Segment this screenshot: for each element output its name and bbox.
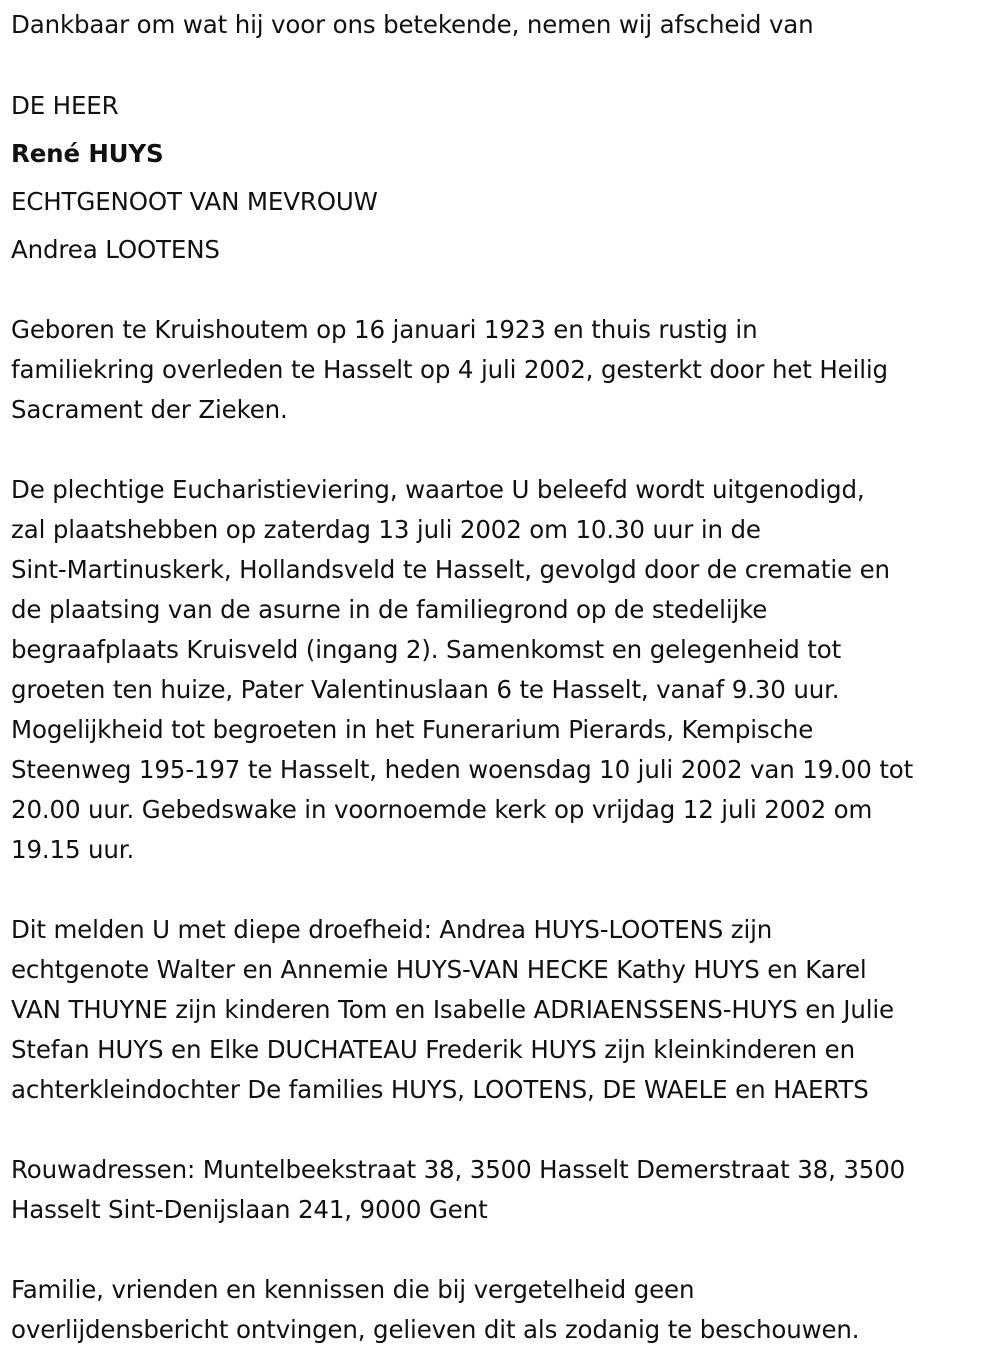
paragraph-line: achterkleindochter De families HUYS, LOOTENS, DE WAELE en HAERTS	[11, 1075, 869, 1104]
title-text: DE HEER	[11, 91, 119, 120]
paragraph-line: echtgenote Walter en Annemie HUYS-VAN HECKE Kathy HUYS en Karel	[11, 955, 867, 984]
paragraph-line: Mogelijkheid tot begroeten in het Funerarium Pierards, Kempische	[11, 715, 814, 744]
paragraph-line: Dit melden U met diepe droefheid: Andrea HUYS-LOOTENS zijn	[11, 915, 773, 944]
paragraph-line: 20.00 uur. Gebedswake in voornoemde kerk op vrijdag 12 juli 2002 om	[11, 795, 873, 824]
paragraph-line: Familie, vrienden en kennissen die bij vergetelheid geen	[11, 1275, 695, 1304]
paragraph-line: 19.15 uur.	[11, 835, 135, 864]
paragraph-line: Stefan HUYS en Elke DUCHATEAU Frederik HUYS zijn kleinkinderen en	[11, 1035, 855, 1064]
paragraph-line: overlijdensbericht ontvingen, gelieven dit als zodanig te beschouwen.	[11, 1315, 860, 1344]
paragraph-line: Sint-Martinuskerk, Hollandsveld te Hasselt, gevolgd door de crematie en	[11, 555, 890, 584]
paragraph-line: Steenweg 195-197 te Hasselt, heden woensdag 10 juli 2002 van 19.00 tot	[11, 755, 914, 784]
paragraph-line: de plaatsing van de asurne in de familiegrond op de stedelijke	[11, 595, 768, 624]
paragraph-line: Sacrament der Zieken.	[11, 395, 288, 424]
paragraph-line: begraafplaats Kruisveld (ingang 2). Samenkomst en gelegenheid tot	[11, 635, 842, 664]
deceased-name: René HUYS	[11, 139, 164, 168]
paragraph-line: familiekring overleden te Hasselt op 4 juli 2002, gesterkt door het Heilig	[11, 355, 888, 384]
paragraph-line: De plechtige Eucharistieviering, waartoe U beleefd wordt uitgenodigd,	[11, 475, 865, 504]
intro-text: Dankbaar om wat hij voor ons betekende, nemen wij afscheid van	[11, 10, 814, 39]
paragraph-line: VAN THUYNE zijn kinderen Tom en Isabelle ADRIAENSSENS-HUYS en Julie	[11, 995, 894, 1024]
spouse-label: ECHTGENOOT VAN MEVROUW	[11, 187, 378, 216]
spouse-name: Andrea LOOTENS	[11, 235, 220, 264]
paragraph-line: Hasselt Sint-Denijslaan 241, 9000 Gent	[11, 1195, 488, 1224]
paragraph-line: groeten ten huize, Pater Valentinuslaan 6 te Hasselt, vanaf 9.30 uur.	[11, 675, 840, 704]
paragraph-line: Geboren te Kruishoutem op 16 januari 1923 en thuis rustig in	[11, 315, 758, 344]
paragraph-line: Rouwadressen: Muntelbeekstraat 38, 3500 Hasselt Demerstraat 38, 3500	[11, 1155, 906, 1184]
paragraph-line: zal plaatshebben op zaterdag 13 juli 2002 om 10.30 uur in de	[11, 515, 761, 544]
